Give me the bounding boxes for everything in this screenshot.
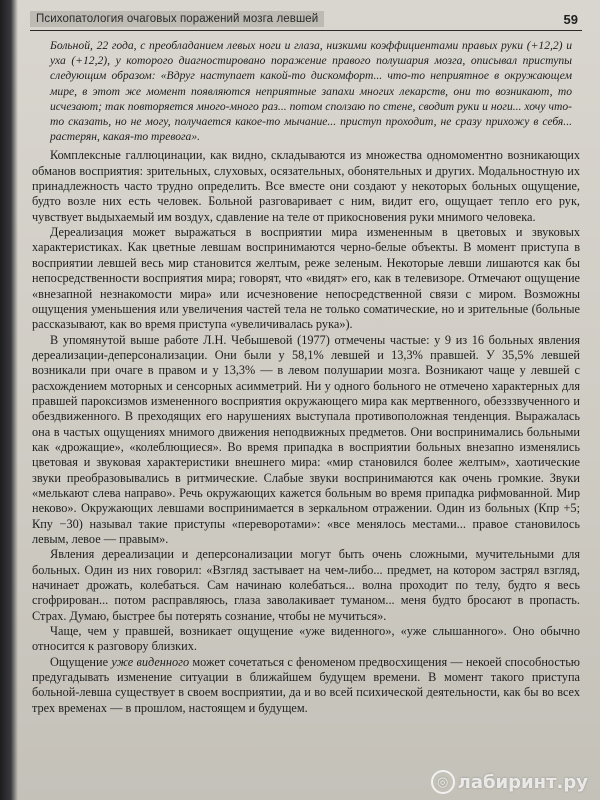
paragraph-5: Чаще, чем у правшей, возникает ощущение «уже виденного», «уже слышанного». Оно обычно относится к разговору близких. [32, 624, 580, 654]
paragraph-4: Явления дереализации и деперсонализации могут быть очень сложными, мучительными для больных. Один из них говорил: «Взгляд застывает на чем-либо... предмет, на котором застрял взгляд, начинает дрожать, колебаться. Сам начинаю колебаться... волна проходит по телу, будто я весь сгофрирован... потом расправляюсь, глаза заволакивает туманом... меня будто бросают в пропасть. Страх. Думаю, быстрее бы потерять сознание, чтобы не мучиться». [32, 547, 580, 623]
running-header-title: Психопатология очаговых поражений мозга левшей [30, 11, 324, 27]
paragraph-3: В упомянутой выше работе Л.Н. Чебышевой (1977) отмечены частые: у 9 из 16 больных явления дереализации-деперсонализации. Они были у 58,1% левшей и 13,3% правшей. У 35,5% левшей возникали при очаге в правом и у 13,3% — в левом полушарии мозга. Возникают чаще у левшей с расхождением моторных и сенсорных асимметрий. Ни у одного больного не отмечено характерных для правшей пароксизмов измененного восприятия окружающего мира как мертвенного, обезззвученного и обездвиженного. В преходящих его нарушениях выступала противоположная тенденция. Выражалась она в частых ощущениях мнимого движения неподвижных предметов. Они воспринимались больными как «дрожащие», «колеблющиеся». Во время припадка в восприятии больных внезапно изменялись цветовая и звуковая характеристики внешнего мира: «мир становился более желтым», хаотические звуки преобразовывались в ритмические. Слабые звуки воспринимаются как очень громкие. Звуки «мелькают слева направо». Речь окружающих кажется больным во время припадка рифмованной. Мир неково». Окружающих левшами воспринимается в зеркальном отражении. Один из больных (Кпр +5; Кпу −30) называл такие приступы «переворотами»: «все менялось местами... правое становилось левым, левое — правым». [32, 332, 580, 547]
paragraph-2: Дереализация может выражаться в восприятии мира измененным в цветовых и звуковых характеристиках. Как цветные левшам воспринимаются черно-белые объекты. В момент приступа в восприятии левшей весь мир становится желтым, реже зеленым. Некоторые левши лишаются как бы непосредственности восприятия мира; говорят, что «видят» его, как в телевизоре. Отмечают ощущение «внезапной незнакомости мира» или исчезновение непосредственной связи с миром. Возможны ощущения уменьшения или увеличения частей тела не только соматические, но и зрительные (больные рассказывают, как во время приступа «увеличивалась рука»). [32, 225, 580, 332]
paragraph-6-end: может сочетаться с феноменом предвосхищения — некоей способностью предугадывать изменение ситуации в ближайшем будущем времени. В момент такого приступа больной-левша существует в своем восприятии, да и во всей психической деятельности, как бы во всех трех временах — в прошлом, настоящем и будущем. [32, 654, 580, 715]
paragraph-1: Комплексные галлюцинации, как видно, складываются из множества одномоментно возникающих обманов восприятия: зрительных, слуховых, осязательных, обонятельных и других. Модальностную их принадлежность часто трудно определить. Все вместе они создают у некоторых больных ощущение, будто возле них есть человек. Больной разговаривает с ним, видит его, ощущает тепло его рук, чувствует выдыхаемый им воздух, сдавление на теле от прикосновения руки мнимого человека. [32, 148, 580, 224]
paragraph-6-start: Ощущение [50, 654, 112, 669]
case-quote: Больной, 22 года, с преобладанием левых ноги и глаза, низкими коэффициентами правых руки (+12,2) и уха (+12,2), у которого диагностировано поражение правого полушария мозга, описывал приступы следующим образом: «Вдруг наступает какой-то дискомфорт... что-то неприятное в окружающем мире, в этот же момент появляются неприятные запахи многих лекарств, они то возникают, то исчезают; так повторяется много-много раз... потом сползаю по стене, сводит руки и ноги... хочу что-то сказать, но не могу, получается какое-то мычание... приступ проходит, не сразу прихожу в себя... растерян, какая-то тревога». [50, 39, 572, 144]
watermark-text: лабиринт.ру [457, 771, 588, 793]
page-number: 59 [563, 11, 578, 27]
labyrinth-logo-icon: ◎ [431, 770, 455, 794]
running-header [30, 8, 582, 31]
paragraph-6 [32, 655, 580, 716]
page-body [32, 38, 580, 716]
watermark [431, 770, 588, 794]
book-spine-shadow [0, 0, 18, 800]
paragraph-6-emphasis: уже виденного [111, 654, 190, 669]
